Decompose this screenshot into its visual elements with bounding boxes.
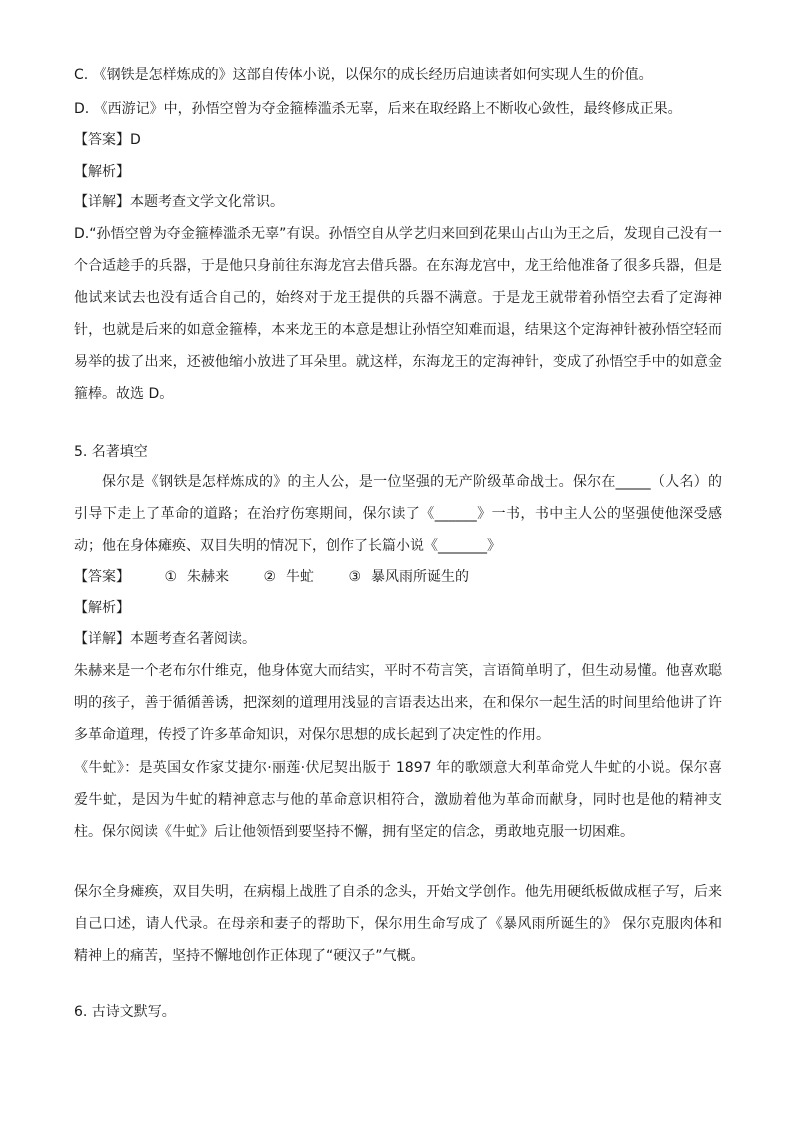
- detail-line: 【详解】本题考查文学文化常识。: [74, 194, 284, 210]
- option-d: D. 《西游记》中，孙悟空曾为夺金箍棒滥杀无辜，后来在取经路上不断收心敛性，最终修成正果。: [74, 101, 682, 117]
- answer-value: D: [130, 132, 141, 148]
- analysis-label: 【解析】: [74, 164, 130, 180]
- answer-number: ①: [164, 569, 178, 585]
- fill-blank-passage: 保尔是《钢铁是怎样炼成的》的主人公，是一位坚强的无产阶级革命战士。保尔在_____（人名）的引导下走上了革命的道路；在治疗伤寒期间，保尔读了《______》一书，书中主人公的坚强使他深受感动；他在身体瘫痪、双目失明的情况下，创作了长篇小说《_______》: [74, 474, 722, 554]
- analysis-label: 【解析】: [74, 600, 130, 616]
- answer-item: [263, 568, 314, 586]
- answer-row: [74, 568, 469, 586]
- answer-number: ③: [348, 569, 362, 585]
- answer-row: [74, 131, 141, 149]
- question-title: 5. 名著填空: [74, 444, 148, 460]
- explanation-paragraph: D.“孙悟空曾为夺金箍棒滥杀无辜”有误。孙悟空自从学艺归来回到花果山占山为王之后，发现自己没有一个合适趁手的兵器，于是他只身前往东海龙宫去借兵器。在东海龙宫中，龙王给他准备了很多兵器，但是他试来试去也没有适合自己的，始终对于龙王提供的兵器不满意。于是龙王就带着孙悟空去看了定海神针，也就是后来的如意金箍棒，本来龙王的本意是想让孙悟空知难而退，结果这个定海神针被孙悟空轻而易举的拔了出来，还被他缩小放进了耳朵里。就这样，东海龙王的定海神针，变成了孙悟空手中的如意金箍棒。故选 D。: [74, 226, 722, 402]
- answer-label: 【答案】: [74, 132, 130, 148]
- answer-label: 【答案】: [74, 569, 130, 585]
- option-c: C. 《钢铁是怎样炼成的》这部自传体小说，以保尔的成长经历启迪读者如何实现人生的价值。: [74, 67, 653, 83]
- explanation-paragraph: 保尔全身瘫痪，双目失明，在病榻上战胜了自杀的念头，开始文学创作。他先用硬纸板做成框子写，后来自己口述，请人代录。在母亲和妻子的帮助下，保尔用生命写成了《暴风雨所诞生的》 保尔克服肉体和精神上的痛苦，坚持不懈地创作正体现了“硬汉子”气概。: [74, 884, 722, 964]
- answer-item: [348, 568, 469, 586]
- question-title: 6. 古诗文默写。: [74, 1004, 176, 1020]
- answer-text: 朱赫来: [187, 569, 230, 585]
- detail-line: 【详解】本题考查名著阅读。: [74, 631, 256, 647]
- answer-text: 暴风雨所诞生的: [371, 569, 470, 585]
- explanation-paragraph: 朱赫来是一个老布尔什维克，他身体宽大而结实，平时不苟言笑，言语简单明了，但生动易懂。他喜欢聪明的孩子，善于循循善诱，把深刻的道理用浅显的言语表达出来，在和保尔一起生活的时间里给他讲了许多革命道理，传授了许多革命知识，对保尔思想的成长起到了决定性的作用。: [74, 663, 722, 743]
- answer-text: 牛虻: [286, 569, 315, 585]
- answer-number: ②: [263, 569, 277, 585]
- answer-item: [164, 568, 229, 586]
- explanation-paragraph: 《牛虻》：是英国女作家艾捷尔·丽莲·伏尼契出版于 1897 年的歌颂意大利革命党人牛虻的小说。保尔喜爱牛虻，是因为牛虻的精神意志与他的革命意识相符合，激励着他为革命而献身，同时也是他的精神支柱。保尔阅读《牛虻》后让他领悟到要坚持不懈，拥有坚定的信念，勇敢地克服一切困难。: [74, 760, 722, 840]
